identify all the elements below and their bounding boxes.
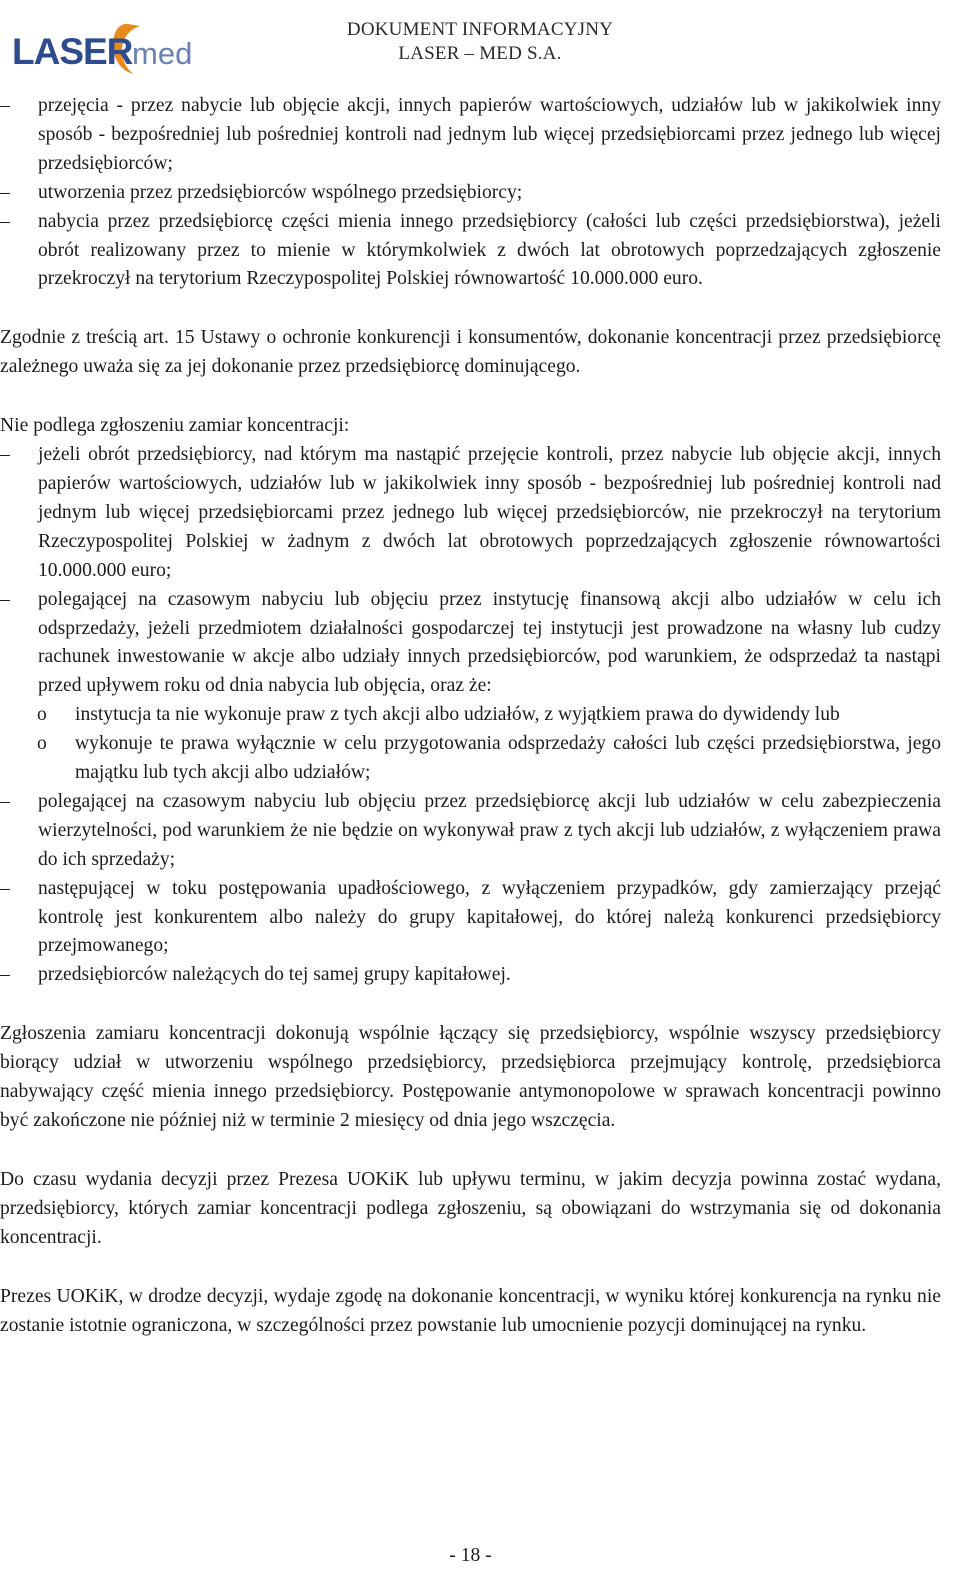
list-item: – utworzenia przez przedsiębiorców wspólnego przedsiębiorcy;	[0, 179, 941, 208]
dash-icon: –	[0, 95, 10, 116]
list-item: – przedsiębiorców należących do tej samej grupy kapitałowej.	[0, 961, 941, 990]
svg-text:med: med	[132, 36, 193, 71]
list-item: – przejęcia - przez nabycie lub objęcie akcji, innych papierów wartościowych, udziałów lub w jakikolwiek inny sposób - bezpośredniej lub pośredniej kontroli nad jednym lub więcej przedsiębiorcami przez jednego lub więcej przedsiębiorców;	[0, 92, 941, 179]
laser-med-logo	[10, 12, 210, 82]
paragraph-notification: Zgłoszenia zamiaru koncentracji dokonują wspólnie łączący się przedsiębiorcy, wspólnie wszyscy przedsiębiorcy biorący udział w utworzeniu wspólnego przedsiębiorcy, przedsiębiorca przejmujący kontrolę, przedsiębiorca nabywający część mienia innego przedsiębiorcy. Postępowanie antymonopolowe w sprawach koncentracji powinno być zakończone nie później niż w terminie 2 miesięcy od dnia jego wszczęcia.	[0, 1023, 941, 1131]
header-title-line-2: LASER – MED S.A.	[398, 43, 562, 64]
exemptions-list-continued	[0, 788, 941, 990]
list-item: – jeżeli obrót przedsiębiorcy, nad którym ma nastąpić przejęcie kontroli, przez nabycie lub objęcie akcji, innych papierów wartościowych, udziałów lub w jakikolwiek inny sposób - bezpośredniej lub pośredniej kontroli nad jednym lub więcej przedsiębiorcami przez jednego lub więcej przedsiębiorców, nie przekroczył na terytorium Rzeczypospolitej Polskiej w żadnym z dwóch lat obrotowych poprzedzających zgłoszenie równowartości 10.000.000 euro;	[0, 441, 941, 586]
svg-text:LASER: LASER	[12, 31, 133, 72]
exemptions-list	[0, 441, 941, 701]
sub-conditions-list	[0, 701, 941, 788]
dash-icon: –	[0, 210, 10, 232]
concentration-types-list	[0, 92, 941, 294]
paragraph-exemptions-intro: Nie podlega zgłoszeniu zamiar koncentracji:	[0, 415, 350, 437]
sub-list-item: o wykonuje te prawa wyłącznie w celu przygotowania odsprzedaży całości lub części przedsiębiorstwa, jego majątku lub tych akcji albo udziałów;	[0, 730, 941, 788]
dash-icon: –	[0, 588, 10, 610]
dash-icon: –	[0, 790, 10, 812]
bullet-icon: o	[37, 733, 47, 755]
dash-icon: –	[0, 964, 10, 986]
header-title-line-1: DOKUMENT INFORMACYJNY	[346, 19, 614, 40]
list-item: – polegającej na czasowym nabyciu lub objęciu przez przedsiębiorcę akcji lub udziałów w celu zabezpieczenia wierzytelności, pod warunkiem że nie będzie on wykonywał praw z tych akcji lub udziałów, z wyłączeniem prawa do ich sprzedaży;	[0, 788, 941, 875]
paragraph-uokik-decision: Prezes UOKiK, w drodze decyzji, wydaje zgodę na dokonanie koncentracji, w wyniku której konkurencja na rynku nie zostanie istotnie ograniczona, w szczególności przez powstanie lub umocnienie pozycji dominującej na rynku.	[0, 1285, 941, 1336]
dash-icon: –	[0, 181, 10, 203]
list-item: – polegającej na czasowym nabyciu lub objęciu przez instytucję finansową akcji albo udziałów w celu ich odsprzedaży, jeżeli przedmiotem działalności gospodarczej tej instytucji jest prowadzone na własny lub cudzy rachunek inwestowanie w akcje albo udziały innych przedsiębiorców, pod warunkiem, że odsprzedaż ta nastąpi przed upływem roku od dnia nabycia lub objęcia, oraz że:	[0, 586, 941, 702]
document-body	[0, 92, 941, 1340]
sub-list-item: o instytucja ta nie wykonuje praw z tych akcji albo udziałów, z wyjątkiem prawa do dywidendy lub	[0, 701, 941, 730]
page-number: - 18 -	[449, 1545, 492, 1566]
page-header	[0, 0, 960, 90]
bullet-icon: o	[37, 704, 47, 726]
paragraph-suspension: Do czasu wydania decyzji przez Prezesa UOKiK lub upływu terminu, w jakim decyzja powinna zostać wydana, przedsiębiorcy, których zamiar koncentracji podlega zgłoszeniu, są obowiązani do wstrzymania się od dokonania koncentracji.	[0, 1168, 941, 1248]
document-header-title	[320, 18, 640, 66]
paragraph-art-15: Zgodnie z treścią art. 15 Ustawy o ochronie konkurencji i konsumentów, dokonanie koncentracji przez przedsiębiorcę zależnego uważa się za jej dokonanie przez przedsiębiorcę dominującego.	[0, 327, 941, 378]
dash-icon: –	[0, 444, 10, 466]
list-item: – nabycia przez przedsiębiorcę części mienia innego przedsiębiorcy (całości lub części przedsiębiorstwa), jeżeli obrót realizowany przez to mienie w którymkolwiek z dwóch lat obrotowych poprzedzających zgłoszenie przekroczył na terytorium Rzeczypospolitej Polskiej równowartość 10.000.000 euro.	[0, 208, 941, 295]
dash-icon: –	[0, 877, 10, 899]
list-item: – następującej w toku postępowania upadłościowego, z wyłączeniem przypadków, gdy zamierzający przejąć kontrolę jest konkurentem albo należy do grupy kapitałowej, do której należą konkurenci przedsiębiorcy przejmowanego;	[0, 875, 941, 962]
